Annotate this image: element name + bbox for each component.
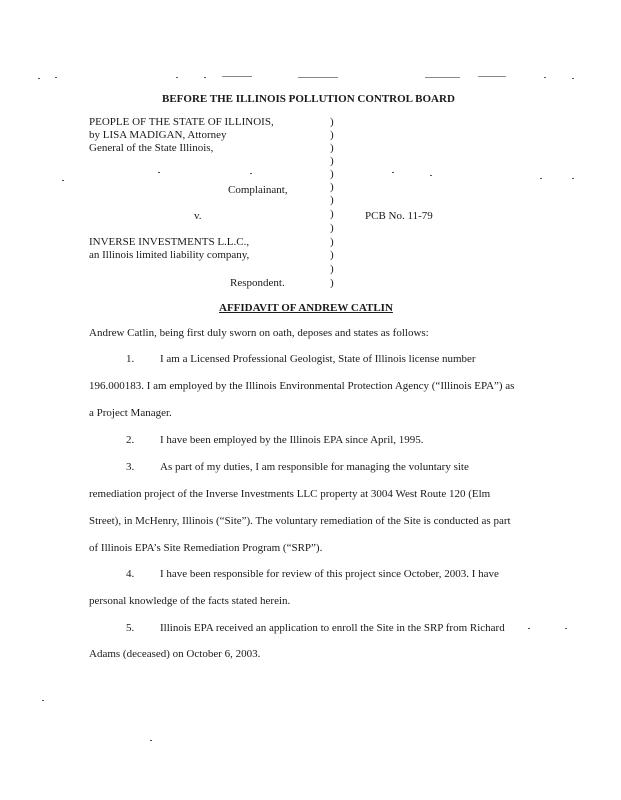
paragraph-line: personal knowledge of the facts stated herein.: [89, 595, 291, 607]
paragraph-number: 3.: [126, 461, 135, 473]
paragraph-line: I have been responsible for review of this project since October, 2003. I have: [160, 568, 499, 580]
paren: ): [330, 208, 334, 220]
paragraph-number: 2.: [126, 434, 135, 446]
versus-label: v.: [194, 210, 202, 222]
paren: ): [330, 277, 334, 289]
plaintiff-line-3: General of the State Illinois,: [89, 142, 214, 154]
paragraph-line: Street), in McHenry, Illinois (“Site”). The voluntary remediation of the Site is conducted as part: [89, 515, 511, 527]
paren: ): [330, 142, 334, 154]
intro-text: Andrew Catlin, being first duly sworn on oath, deposes and states as follows:: [89, 327, 429, 339]
paragraph-number: 1.: [126, 353, 135, 365]
respondent-label: Respondent.: [230, 277, 285, 289]
paren: ): [330, 116, 334, 128]
paren: ): [330, 236, 334, 248]
paren: ): [330, 181, 334, 193]
defendant-line-2: an Illinois limited liability company,: [89, 249, 250, 261]
paragraph-line: Adams (deceased) on October 6, 2003.: [89, 648, 261, 660]
paragraph-line: 196.000183. I am employed by the Illinois Environmental Protection Agency (“Illinois EPA”) as: [89, 380, 515, 392]
paragraph-line: Illinois EPA received an application to enroll the Site in the SRP from Richard: [160, 622, 505, 634]
paragraph-number: 4.: [126, 568, 135, 580]
affidavit-title: AFFIDAVIT OF ANDREW CATLIN: [219, 302, 393, 314]
paragraph-line: remediation project of the Inverse Investments LLC property at 3004 West Route 120 (Elm: [89, 488, 491, 500]
paragraph-line: of Illinois EPA’s Site Remediation Program (“SRP”).: [89, 542, 323, 554]
case-number: PCB No. 11-79: [365, 210, 433, 222]
paragraph-number: 5.: [126, 622, 135, 634]
paren: ): [330, 263, 334, 275]
paren: ): [330, 249, 334, 261]
paragraph-line: As part of my duties, I am responsible for managing the voluntary site: [160, 461, 469, 473]
plaintiff-line-1: PEOPLE OF THE STATE OF ILLINOIS,: [89, 116, 274, 128]
plaintiff-line-2: by LISA MADIGAN, Attorney: [89, 129, 227, 141]
paren: ): [330, 222, 334, 234]
paragraph-line: I have been employed by the Illinois EPA since April, 1995.: [160, 434, 424, 446]
page-heading: BEFORE THE ILLINOIS POLLUTION CONTROL BOARD: [162, 93, 455, 105]
paren: ): [330, 129, 334, 141]
paren: ): [330, 155, 334, 167]
paren: ): [330, 168, 334, 180]
paragraph-line: a Project Manager.: [89, 407, 172, 419]
defendant-line-1: INVERSE INVESTMENTS L.L.C.,: [89, 236, 250, 248]
complainant-label: Complainant,: [228, 184, 288, 196]
paren: ): [330, 194, 334, 206]
paragraph-line: I am a Licensed Professional Geologist, State of Illinois license number: [160, 353, 476, 365]
